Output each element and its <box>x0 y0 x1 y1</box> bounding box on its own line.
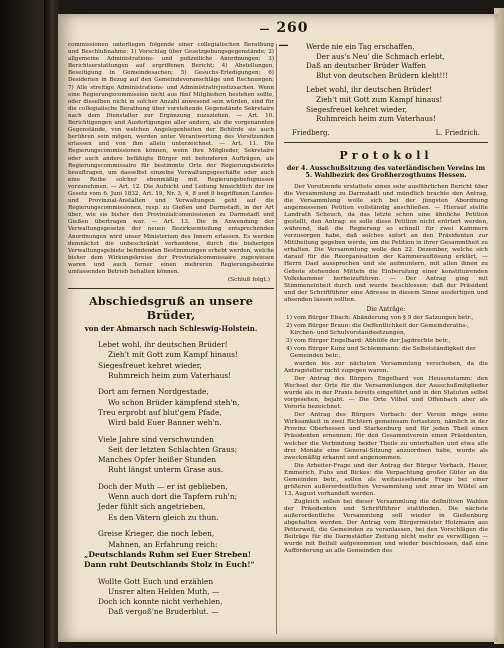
poem-stanza <box>284 42 488 80</box>
protocol-paragraph: Der Vorsitzende erstattete einen sehr ausführlichen Bericht über die Versammlung zu Darmstadt und mündlich brachte den Antrag, die Versammlung wolle sich bei der jüngsten Abordnung angemessenen Petition vollständig anschließen. — Hierauf stellte Landrath Scheuch, da das letzte schon eine ähnliche Petition gestellt, den Antrag: es solle diese Petition nicht erörtert werden, während, daß die Regierung so schnell für zwei Kammern vorzusorgen habe, daß solches sofort an den Präsidenten zur Mittheilung gegeben werde, um die Petition in ihrer Gesammtheit zu erhalten. Die Versammlung wolle den 22. Dezember, welche sich darauf für die Reorganisation der Kammerauflösung erklärt, — Herrn Dael aussprechen und sie aufmuntern, mit allen ihnen zu Gebote stehenden Mitteln die Einberufung einer konstituirenden Volkskammer herbeizuführen. — Der Antrag ging mit Stimmeneinheit durch und wurde beschlossen: daß der Präsident und der Schriftführer eine Adresse in diesem Sinne ausfertigen und absenden lassen sollten. <box>284 183 488 303</box>
ordinance-text: commissionen unterliegen folgende einer collegialischen Berathung und Beschlußnahme: 1) Vorschlag über Gesetzgebungsgegenstände; 2) allgemeine Administrations- und polizeiliche Anordnungen; 3) Berichtserstattungen auf ergriffenen Bericht; 4) Abstellungen, Beseitigung in Gemeindesachen; 5) Gesuchs-Erledigungen; 6) Desiderien in Bezug auf den Gemeindevoranschläge und Rechnungen; 7) Alle streitige Administrations- und Administrativjustizsachen. Wenn eine Regierungscommission nicht aus fünf Mitgliedern bestehen sollte, oder dieselben nicht in solcher Anzahl anwesend sein würden, sind für die collegialische Berathung über vorstehende Gegenstände Sekretaire nach dem Dienstalter zur Ergänzung zuzuziehen. — Art. 10. Berichtigungen und Ausfertigungen aller andern, als die vorgenannten Gegenstände, von welchen Angelegenheiten der Behörde sie auch berühren sein mögen, werden unter Verantwortung des Vorsitzenden erlassen und von ihm allein unterzeichnet. — Art. 11. Die Regierungscommissionen können, wenn ihre Mitglieder, Sekretaire oder auch andere befähigte Bürger mit befonderen Aufträgen, als Regierungscommissaire für bestimmte Orte der Regierungsbezirks beauftragen, um dasselbst einzelne Verwaltungsgeschäfte oder auch eine Reihe solcher ebenmäßig mit Regierungsbefugnissen vorzunehmen. — Art. 12. Die Aufsicht und Leitung hinsichtlich der im Gesetz vom 6. Juni 1832, Art. 19, Nr. 3, 4, 8 und 9 begriffenen Landes- und Provinzial-Anstalten und Verwaltungen geht auf die Regierungscommissionen, resp. zu Gießen und Darmstadt, in der Art über, wie sie bisher den Provinzialcommissionen zu Darmstadt und Gießen übertragen war. — Art. 13. Die in Anwendung der Verwaltungsgesetze der neuen Bezirkseinteilung entsprechenden Anordnungen wird unser Ministerium des Innern erlassen. Es werden demnächst die unbeschränkt vorhandene, durch die bisherigen Verwaltungsgebiete befindenden Bestimmungen erhebt werden, welche bisher dem Wirkungskreise der Provinzialcommissaire zugewiesen waren und auch ferner einen mehreren Regierungsbezirke umfassenden Betrieb behalten können. <box>68 42 274 275</box>
poem-line: Lebet wohl, ihr deutschen Brüder! <box>306 85 433 95</box>
poem-line: Siegesfreuet kehret wieder, <box>306 104 408 114</box>
poem-stanza <box>68 529 274 570</box>
poem-line: Wird bald Euer Banner weh'n. <box>108 418 222 428</box>
motion-item: 2) vom Bürger Braun: die Oeffentlichkeit der Gemeinderaths-, Kirchen- und Schulvorstandssitzungen, <box>286 322 469 336</box>
poem-line: Manches Opfer heißer Stunden <box>98 455 217 465</box>
protocol-paragraph: Der Antrag des Bürgers Vorbach: der Verein möge seine Wirksamkeit in zwei Richtern gemeinsam fortsetzen, nämlich in der Provinz Oberhessen und Starkenburg und für jeden Theil einen Präsidenten ernennen; für den Gesammtverein einen Präsidenten, welcher die Verbindung beider Theile zu unterhalten und etwa alle drei Monate eine General-Sitzung anzuordnen habe, wurde als zweckmäßig erkannt und angenommen. <box>284 412 488 461</box>
poem-line: Ruhmreich heim zum Vaterhaus! <box>108 370 232 380</box>
poem-title: Abschiedsgruß an unsere Brüder, <box>88 294 254 323</box>
poem-line: Lebet wohl, ihr deutschen Brüder! <box>98 340 228 350</box>
poem-line: Mahnen, an Erfahrung reich: <box>108 539 218 549</box>
poem-line: Doch der Muth — er ist geblieben, <box>98 482 228 492</box>
poem-subtitle: von der Abmarsch nach Schleswig-Holstein. <box>84 324 258 334</box>
page-number: — 260 — <box>259 20 309 51</box>
left-column <box>68 42 274 624</box>
protocol-paragraph: Die Arbeiter-Frage und der Antrag der Bürger Vorbach, Hauer, Emmerich, Fuhs und Bickes: die Verpachtung großer Güter an die Gemeinden betr., sollen als weitaussehende Frage bei einer größeren außerordentlichen Versammlung und zwar im Wildel am 13. August verhandelt werden. <box>284 462 488 497</box>
poem-line: „Deutschlands Ruhm sei Euer Streben! <box>84 549 252 559</box>
protocol-body-continued <box>284 361 488 555</box>
poem-line: Dort am fernen Nordgestade, <box>98 387 209 397</box>
section-rule <box>68 288 274 289</box>
protocol-subtitle: der 4. Ausschußsitzung des vaterländischen Vereins im 5. Wahlbezirk des Großherzogthums Hessen. <box>286 163 486 180</box>
poem-line: Es den Vätern gleich zu thun. <box>108 512 219 522</box>
poem-stanza <box>68 482 274 523</box>
protocol-paragraph: Der Antrag des Bürgers Engelhard von Heusenstamm: den Wechsel der Orte für die Versammlungen der Ausschußmitglieder wurde als in der Praxis bereits eingeführt und in den Statuten selbst vorgesehen, bejaht. — Die Orte Vilbel und Offenbach aber als Vororte bezeichnet. <box>284 376 488 411</box>
poem-line: Wo schon Brüder kämpfend steh'n, <box>108 397 240 407</box>
right-column <box>284 42 488 556</box>
page-number-text: 260 <box>276 20 309 36</box>
poem-line: Treu erprobt auf blut'gem Pfade, <box>98 407 222 417</box>
poem-line: Greise Krieger, die noch leben, <box>98 529 215 539</box>
section-rule <box>284 142 488 143</box>
protocol-title: Protokoll <box>339 148 433 162</box>
poem-line: Dann ruht Deutschlands Stolz in Euch!" <box>84 559 255 569</box>
protocol-paragraph: wurden bis zur nächsten Versammlung verschoben, da die Antragsteller nicht zugegen waren. <box>284 361 488 375</box>
poem-stanza <box>68 577 274 618</box>
poem-stanza <box>68 340 274 381</box>
newspaper-page <box>58 14 498 642</box>
poem-line: Der aus's Neu' die Schmach erlebt, <box>316 51 445 61</box>
poem-line: Werde nie ein Tag erschaffen, <box>306 42 415 51</box>
poem-line: Jeder fühlt sich angetrieben, <box>98 502 206 512</box>
continued-note: (Schluß folgt.) <box>227 277 270 284</box>
protocol-paragraph: Zugleich sollen bei dieser Versammlung die definitiven Wahlen der Präsidenten und Schriftführer stattfinden. Die nächste außerordentliche Versammlung soll wieder in Gießenburg abgehalten werden. Der Antrag vom Bürgermeister Holzmann aus Petterweil, die Gemeinden zu veranlassen, bei den Vorschlägen die Beiträge für die Darmstädter Zeitung nicht mehr zu verwilligen — wurde mit Beifall aufgenommen und wieder beschlossen, daß eine Aufforderung an alle Gemeinden des <box>284 498 488 555</box>
poem-line: Zieh't mit Gott zum Kampf hinaus! <box>108 350 238 360</box>
poem-line: Ruht längst unterm Grase aus. <box>108 465 224 475</box>
poem-line: Daß vergoß'ne Bruderblut. — <box>108 607 219 617</box>
poem-line: Ruhmreich heim zum Vaterhaus! <box>316 114 436 124</box>
poem-line: Blut von deutschen Brüdern klebt!!! <box>316 70 449 80</box>
motions-heading: Die Anträge: <box>366 305 406 313</box>
poem-line: Wenn auch dort die Tapfern ruh'n; <box>108 492 238 502</box>
poem-line: Unsrer alten Helden Muth, — <box>108 586 220 596</box>
poem-line: Zieh't mit Gott zum Kampf hinaus! <box>316 94 443 104</box>
poem-body <box>68 340 274 617</box>
poem-ending <box>284 42 488 124</box>
poem-place: Friedberg. <box>292 128 330 137</box>
poem-line: Doch ich konnte nicht verhehlen, <box>98 597 223 607</box>
motion-item: 3) vom Bürger Engelhard: Abhülfe der Jagdrechte betr., <box>286 337 451 344</box>
poem-line: Seit der letzten Schlachten Graus; <box>108 444 238 454</box>
poem-author: L. Friedrich. <box>435 128 480 137</box>
poem-stanza <box>68 387 274 428</box>
column-divider <box>276 44 277 634</box>
poem-signature <box>292 129 482 137</box>
motion-item: 4) vom Bürger Kunz und Schlemmann: die Selbstständigkeit der Gemeinden betr., <box>286 345 476 359</box>
poem-line: Siegesfreuet kehret wieder, <box>98 360 202 370</box>
poem-line: Wollte Gott Euch und erzählen <box>98 576 214 586</box>
poem-stanza <box>284 85 488 123</box>
poem-stanza <box>68 435 274 476</box>
protocol-body <box>284 184 488 304</box>
motions-list <box>284 315 488 360</box>
poem-line: Daß an deutscher Brüder Waffen <box>306 61 426 71</box>
motion-item: 1) vom Bürger Ebach: Abänderung von § 9 der Satzungen betr., <box>286 314 474 321</box>
poem-line: Viele Jahre sind verschwunden <box>98 434 214 444</box>
